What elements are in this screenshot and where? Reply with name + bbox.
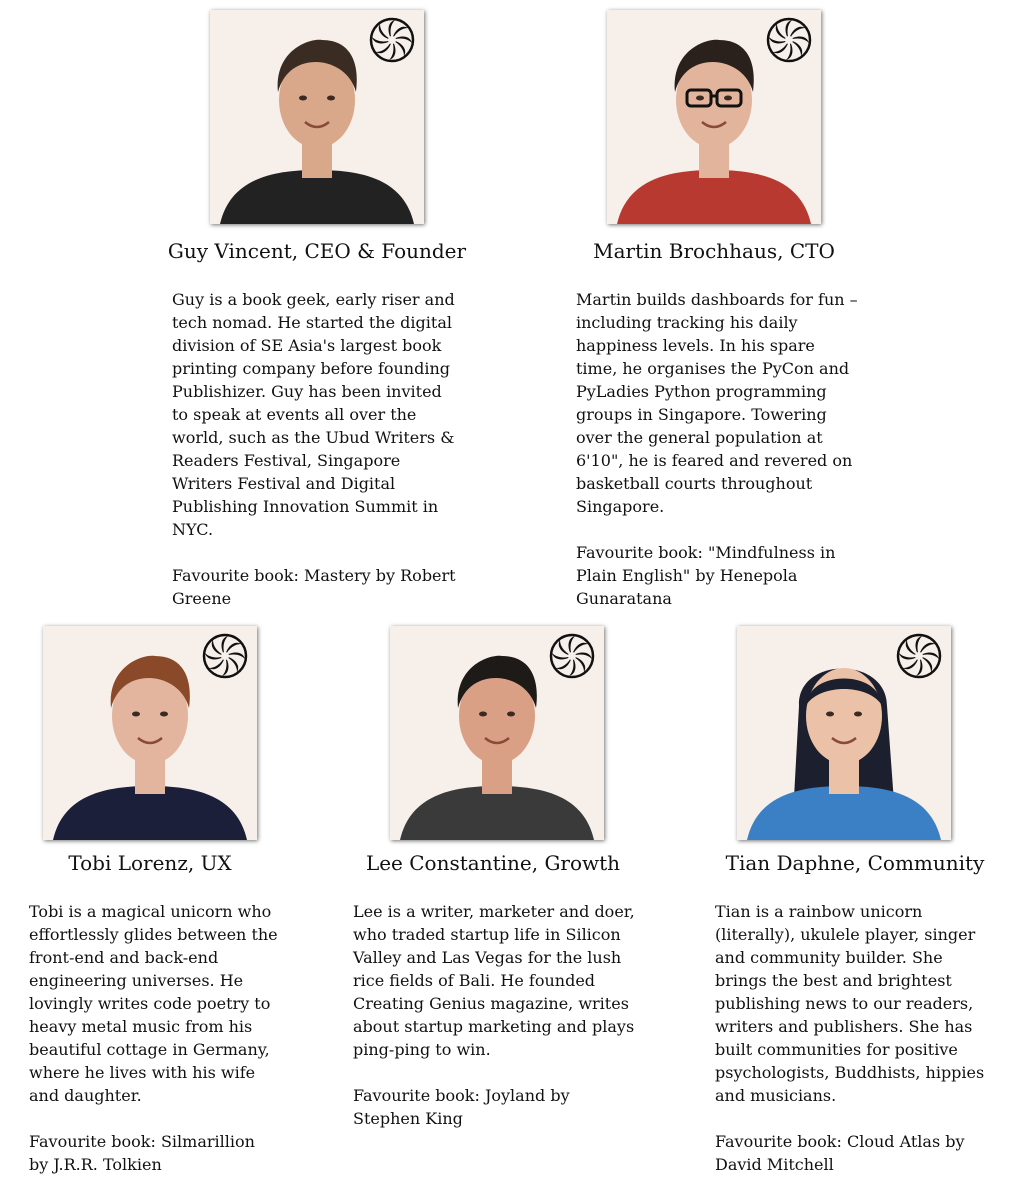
pinwheel-logo-icon (368, 16, 416, 64)
member-name-title: Martin Brochhaus, CTO (593, 239, 835, 263)
member-photo (210, 10, 424, 224)
member-description: Tian is a rainbow unicorn (literally), ukulele player, singer and community builder. She brings the best and brightest publishing news to our readers, writers and publishers. She has built communities for positive psychologists, Buddhists, hippies and musicians. (715, 902, 985, 1105)
member-bio (576, 288, 860, 610)
member-name-title: Guy Vincent, CEO & Founder (167, 239, 467, 263)
member-photo (390, 626, 604, 840)
member-name-title: Lee Constantine, Growth (365, 851, 621, 875)
member-favourite-book: Favourite book: Mastery by Robert Greene (172, 566, 456, 608)
member-photo (607, 10, 821, 224)
member-description: Lee is a writer, marketer and doer, who traded startup life in Silicon Valley and Las Vegas for the lush rice fields of Bali. He founded Creating Genius magazine, writes about startup marketing and plays ping-ping to win. (353, 902, 635, 1059)
member-bio (715, 900, 997, 1176)
member-favourite-book: Favourite book: Joyland by Stephen King (353, 1086, 570, 1128)
member-bio (172, 288, 460, 610)
pinwheel-logo-icon (895, 632, 943, 680)
member-favourite-book: Favourite book: Cloud Atlas by David Mitchell (715, 1132, 965, 1174)
pinwheel-logo-icon (765, 16, 813, 64)
pinwheel-logo-icon (548, 632, 596, 680)
pinwheel-logo-icon (201, 632, 249, 680)
member-description: Guy is a book geek, early riser and tech nomad. He started the digital division of SE Asia's largest book printing company before founding Publishizer. Guy has been invited to speak at events all over the world, such as the Ubud Writers & Readers Festival, Singapore Writers Festival and Digital Publishing Innovation Summit in NYC. (172, 290, 455, 539)
member-photo (43, 626, 257, 840)
member-bio (29, 900, 279, 1176)
member-favourite-book: Favourite book: "Mindfulness in Plain English" by Henepola Gunaratana (576, 543, 836, 608)
member-description: Martin builds dashboards for fun – including tracking his daily happiness levels. In his spare time, he organises the PyCon and PyLadies Python programming groups in Singapore. Towering over the general population at 6'10", he is feared and revered on basketball courts throughout Singapore. (576, 290, 858, 516)
member-name-title: Tian Daphne, Community (725, 851, 985, 875)
member-description: Tobi is a magical unicorn who effortlessly glides between the front-end and back-end engineering universes. He lovingly writes code poetry to heavy metal music from his beautiful cottage in Germany, where he lives with his wife and daughter. (29, 902, 278, 1105)
member-favourite-book: Favourite book: Silmarillion by J.R.R. Tolkien (29, 1132, 255, 1174)
member-name-title: Tobi Lorenz, UX (68, 851, 232, 875)
member-photo (737, 626, 951, 840)
member-bio (353, 900, 635, 1130)
